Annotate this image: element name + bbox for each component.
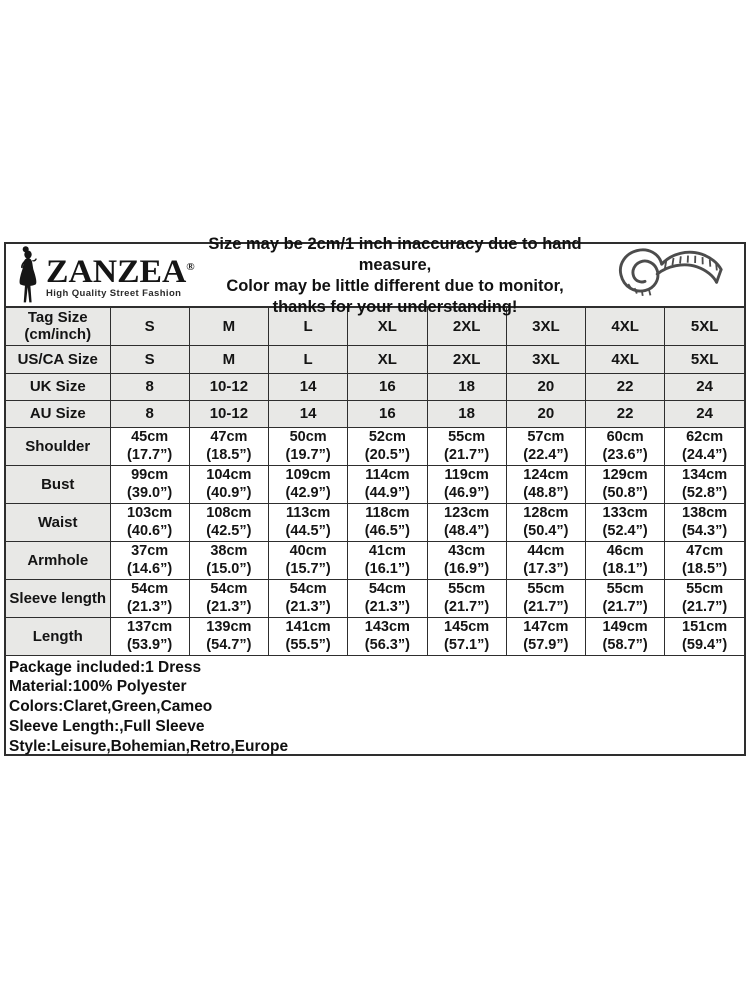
measure-inch: (21.7”) [602,599,648,615]
measurement-cell [586,465,665,503]
size-cell: 3XL [506,345,585,373]
measure-cm: 55cm [606,581,644,597]
measure-cm: 55cm [448,581,486,597]
measurement-cell [427,503,506,541]
measurement-cell [665,427,744,465]
measure-inch: (17.3”) [523,561,569,577]
measurement-cell [506,427,585,465]
size-cell: 10-12 [189,400,268,427]
size-cell: S [110,345,189,373]
size-cell: 5XL [665,308,744,345]
row-label: Length [6,617,110,655]
measure-inch: (48.4”) [444,523,490,539]
size-cell: XL [348,308,427,345]
measure-cm: 54cm [131,581,169,597]
row-label: Waist [6,503,110,541]
table-row [6,465,744,503]
product-detail-line: Material:100% Polyester [9,678,187,696]
measure-inch: (50.8”) [602,485,648,501]
measure-inch: (57.1”) [444,637,490,653]
measure-inch: (19.7”) [285,447,331,463]
size-cell: 5XL [665,345,744,373]
disclaimer-line-2: Color may be little different due to monitor, [226,277,564,295]
brand-logo [6,246,196,304]
size-cell: 14 [269,400,348,427]
measure-inch: (44.9”) [364,485,410,501]
measurement-cell [110,465,189,503]
measure-inch: (16.1”) [364,561,410,577]
measure-cm: 43cm [448,543,486,559]
measure-inch: (42.5”) [206,523,252,539]
product-details [6,656,744,757]
disclaimer-line-1: Size may be 2cm/1 inch inaccuracy due to hand measure, [208,235,582,274]
brand-tagline: High Quality Street Fashion [46,287,182,299]
measure-inch: (44.5”) [285,523,331,539]
measure-inch: (55.5”) [285,637,331,653]
measurement-cell [665,541,744,579]
measure-cm: 60cm [606,429,644,445]
measure-inch: (15.0”) [206,561,252,577]
measurement-cell [348,617,427,655]
size-cell: 18 [427,373,506,400]
measure-cm: 103cm [127,505,173,521]
product-detail-line: Colors:Claret,Green,Cameo [9,698,213,716]
measurement-cell [348,541,427,579]
measure-inch: (21.7”) [523,599,569,615]
measure-inch: (18.5”) [682,561,728,577]
measurement-cell [269,465,348,503]
measure-cm: 41cm [368,543,406,559]
measure-inch: (56.3”) [364,637,410,653]
measurement-cell [586,579,665,617]
table-row [6,503,744,541]
registered-mark: ® [186,260,195,273]
measure-inch: (42.9”) [285,485,331,501]
measurement-cell [427,579,506,617]
measure-inch: (18.5”) [206,447,252,463]
table-row [6,541,744,579]
measurement-cell [506,579,585,617]
measure-cm: 137cm [127,619,173,635]
size-cell: L [269,345,348,373]
product-detail-line: Style:Leisure,Bohemian,Retro,Europe [9,737,289,755]
measure-cm: 99cm [131,467,169,483]
measure-cm: 109cm [285,467,331,483]
measure-inch: (21.3”) [364,599,410,615]
measurement-cell [269,617,348,655]
measure-cm: 47cm [686,543,724,559]
measure-cm: 40cm [289,543,327,559]
measure-cm: 46cm [606,543,644,559]
measure-cm: 45cm [131,429,169,445]
measure-cm: 55cm [448,429,486,445]
measure-cm: 44cm [527,543,565,559]
table-row [6,427,744,465]
size-cell: 2XL [427,308,506,345]
size-chart-sheet [4,235,746,756]
measurement-cell [427,465,506,503]
disclaimer-text [196,232,594,318]
measure-cm: 119cm [444,467,489,483]
measure-inch: (59.4”) [682,637,728,653]
row-label: Tag Size (cm/inch) [6,308,110,345]
size-cell: 3XL [506,308,585,345]
measure-cm: 62cm [686,429,724,445]
measure-cm: 54cm [368,581,406,597]
measure-inch: (46.5”) [364,523,410,539]
measure-cm: 55cm [686,581,724,597]
measurement-cell [506,541,585,579]
measure-cm: 124cm [523,467,569,483]
measurement-cell [189,541,268,579]
size-cell: 4XL [586,308,665,345]
size-cell: 8 [110,400,189,427]
size-cell: 16 [348,373,427,400]
measure-inch: (17.7”) [127,447,173,463]
measure-inch: (54.7”) [206,637,252,653]
measure-inch: (23.6”) [602,447,648,463]
measurement-cell [189,617,268,655]
disclaimer-line-3: thanks for your understanding! [272,298,518,316]
measure-inch: (14.6”) [127,561,173,577]
size-cell: 22 [586,400,665,427]
measure-inch: (24.4”) [682,447,728,463]
size-cell: M [189,308,268,345]
measurement-cell [189,579,268,617]
measure-inch: (58.7”) [602,637,648,653]
measurement-cell [110,617,189,655]
measure-inch: (20.5”) [364,447,410,463]
product-detail-line: Sleeve Length:,Full Sleeve [9,717,205,735]
row-label: Sleeve length [6,579,110,617]
measure-cm: 149cm [602,619,648,635]
measure-cm: 151cm [682,619,728,635]
size-cell: 24 [665,400,744,427]
measure-inch: (39.0”) [127,485,173,501]
measure-inch: (22.4”) [523,447,569,463]
measurement-cell [506,503,585,541]
brand-text-block [46,252,195,299]
measurement-cell [348,503,427,541]
measure-inch: (57.9”) [523,637,569,653]
size-cell: 20 [506,400,585,427]
row-label: Shoulder [6,427,110,465]
measure-inch: (21.3”) [127,599,173,615]
size-cell: 10-12 [189,373,268,400]
measure-cm: 147cm [523,619,569,635]
measurement-cell [586,503,665,541]
measure-cm: 54cm [289,581,327,597]
measure-cm: 38cm [210,543,248,559]
measure-inch: (52.4”) [602,523,648,539]
size-cell: 24 [665,373,744,400]
measure-cm: 54cm [210,581,248,597]
measure-inch: (21.7”) [444,447,490,463]
measurement-cell [110,503,189,541]
measurement-cell [269,579,348,617]
row-label: AU Size [6,400,110,427]
measure-cm: 113cm [285,505,331,521]
row-label: UK Size [6,373,110,400]
size-cell: S [110,308,189,345]
measurement-cell [269,541,348,579]
measure-inch: (48.8”) [523,485,569,501]
measurement-cell [427,617,506,655]
measure-cm: 145cm [444,619,490,635]
measurement-cell [110,541,189,579]
measure-inch: (53.9”) [127,637,173,653]
measure-inch: (18.1”) [602,561,648,577]
measurement-cell [269,427,348,465]
measurement-cell [110,579,189,617]
measurement-cell [427,427,506,465]
measure-cm: 123cm [444,505,490,521]
measure-cm: 118cm [365,505,410,521]
table-row [6,579,744,617]
measure-cm: 104cm [206,467,252,483]
size-cell: 16 [348,400,427,427]
size-cell: 18 [427,400,506,427]
measurement-cell [586,427,665,465]
measurement-cell [189,465,268,503]
measurement-cell [665,579,744,617]
size-table [6,308,744,656]
size-cell: L [269,308,348,345]
measure-cm: 47cm [210,429,248,445]
measurement-cell [348,579,427,617]
measure-inch: (50.4”) [523,523,569,539]
measure-cm: 50cm [289,429,327,445]
header [6,235,744,316]
measure-inch: (52.8”) [682,485,728,501]
measure-inch: (21.7”) [444,599,490,615]
size-cell: 2XL [427,345,506,373]
measurement-cell [348,427,427,465]
measurement-cell [269,503,348,541]
tape-icon-area [594,246,744,304]
measure-inch: (40.6”) [127,523,173,539]
measurement-cell [665,617,744,655]
measure-cm: 129cm [602,467,648,483]
measure-inch: (40.9”) [206,485,252,501]
brand-name: ZANZEA® [46,253,195,290]
measure-cm: 55cm [527,581,565,597]
measure-inch: (21.7”) [682,599,728,615]
measurement-cell [348,465,427,503]
size-cell: 20 [506,373,585,400]
measurement-cell [665,465,744,503]
measure-inch: (21.3”) [206,599,252,615]
measure-inch: (16.9”) [444,561,490,577]
measure-inch: (54.3”) [682,523,728,539]
measure-cm: 37cm [131,543,169,559]
measuring-tape-icon [610,246,728,304]
measurement-cell [110,427,189,465]
size-cell: M [189,345,268,373]
measurement-cell [427,541,506,579]
measurement-cell [586,617,665,655]
woman-silhouette-icon [12,246,44,304]
size-cell: 4XL [586,345,665,373]
size-cell: XL [348,345,427,373]
row-label: US/CA Size [6,345,110,373]
measurement-cell [506,465,585,503]
measurement-cell [665,503,744,541]
table-row [6,345,744,373]
size-cell: 14 [269,373,348,400]
measure-cm: 133cm [602,505,648,521]
measure-cm: 134cm [682,467,728,483]
measurement-cell [506,617,585,655]
row-label: Bust [6,465,110,503]
measure-cm: 141cm [285,619,331,635]
size-cell: 8 [110,373,189,400]
table-row [6,400,744,427]
measure-inch: (15.7”) [285,561,331,577]
measure-inch: (21.3”) [285,599,331,615]
measurement-cell [189,427,268,465]
measurement-cell [189,503,268,541]
measure-cm: 57cm [527,429,565,445]
table-row [6,617,744,655]
measure-inch: (46.9”) [444,485,490,501]
measure-cm: 139cm [206,619,252,635]
measure-cm: 128cm [523,505,569,521]
measure-cm: 52cm [368,429,406,445]
measure-cm: 114cm [365,467,410,483]
measure-cm: 138cm [682,505,728,521]
row-label: Armhole [6,541,110,579]
product-detail-line: Package included:1 Dress [9,658,202,676]
measure-cm: 108cm [206,505,252,521]
measurement-cell [586,541,665,579]
size-cell: 22 [586,373,665,400]
table-row [6,373,744,400]
measure-cm: 143cm [364,619,410,635]
